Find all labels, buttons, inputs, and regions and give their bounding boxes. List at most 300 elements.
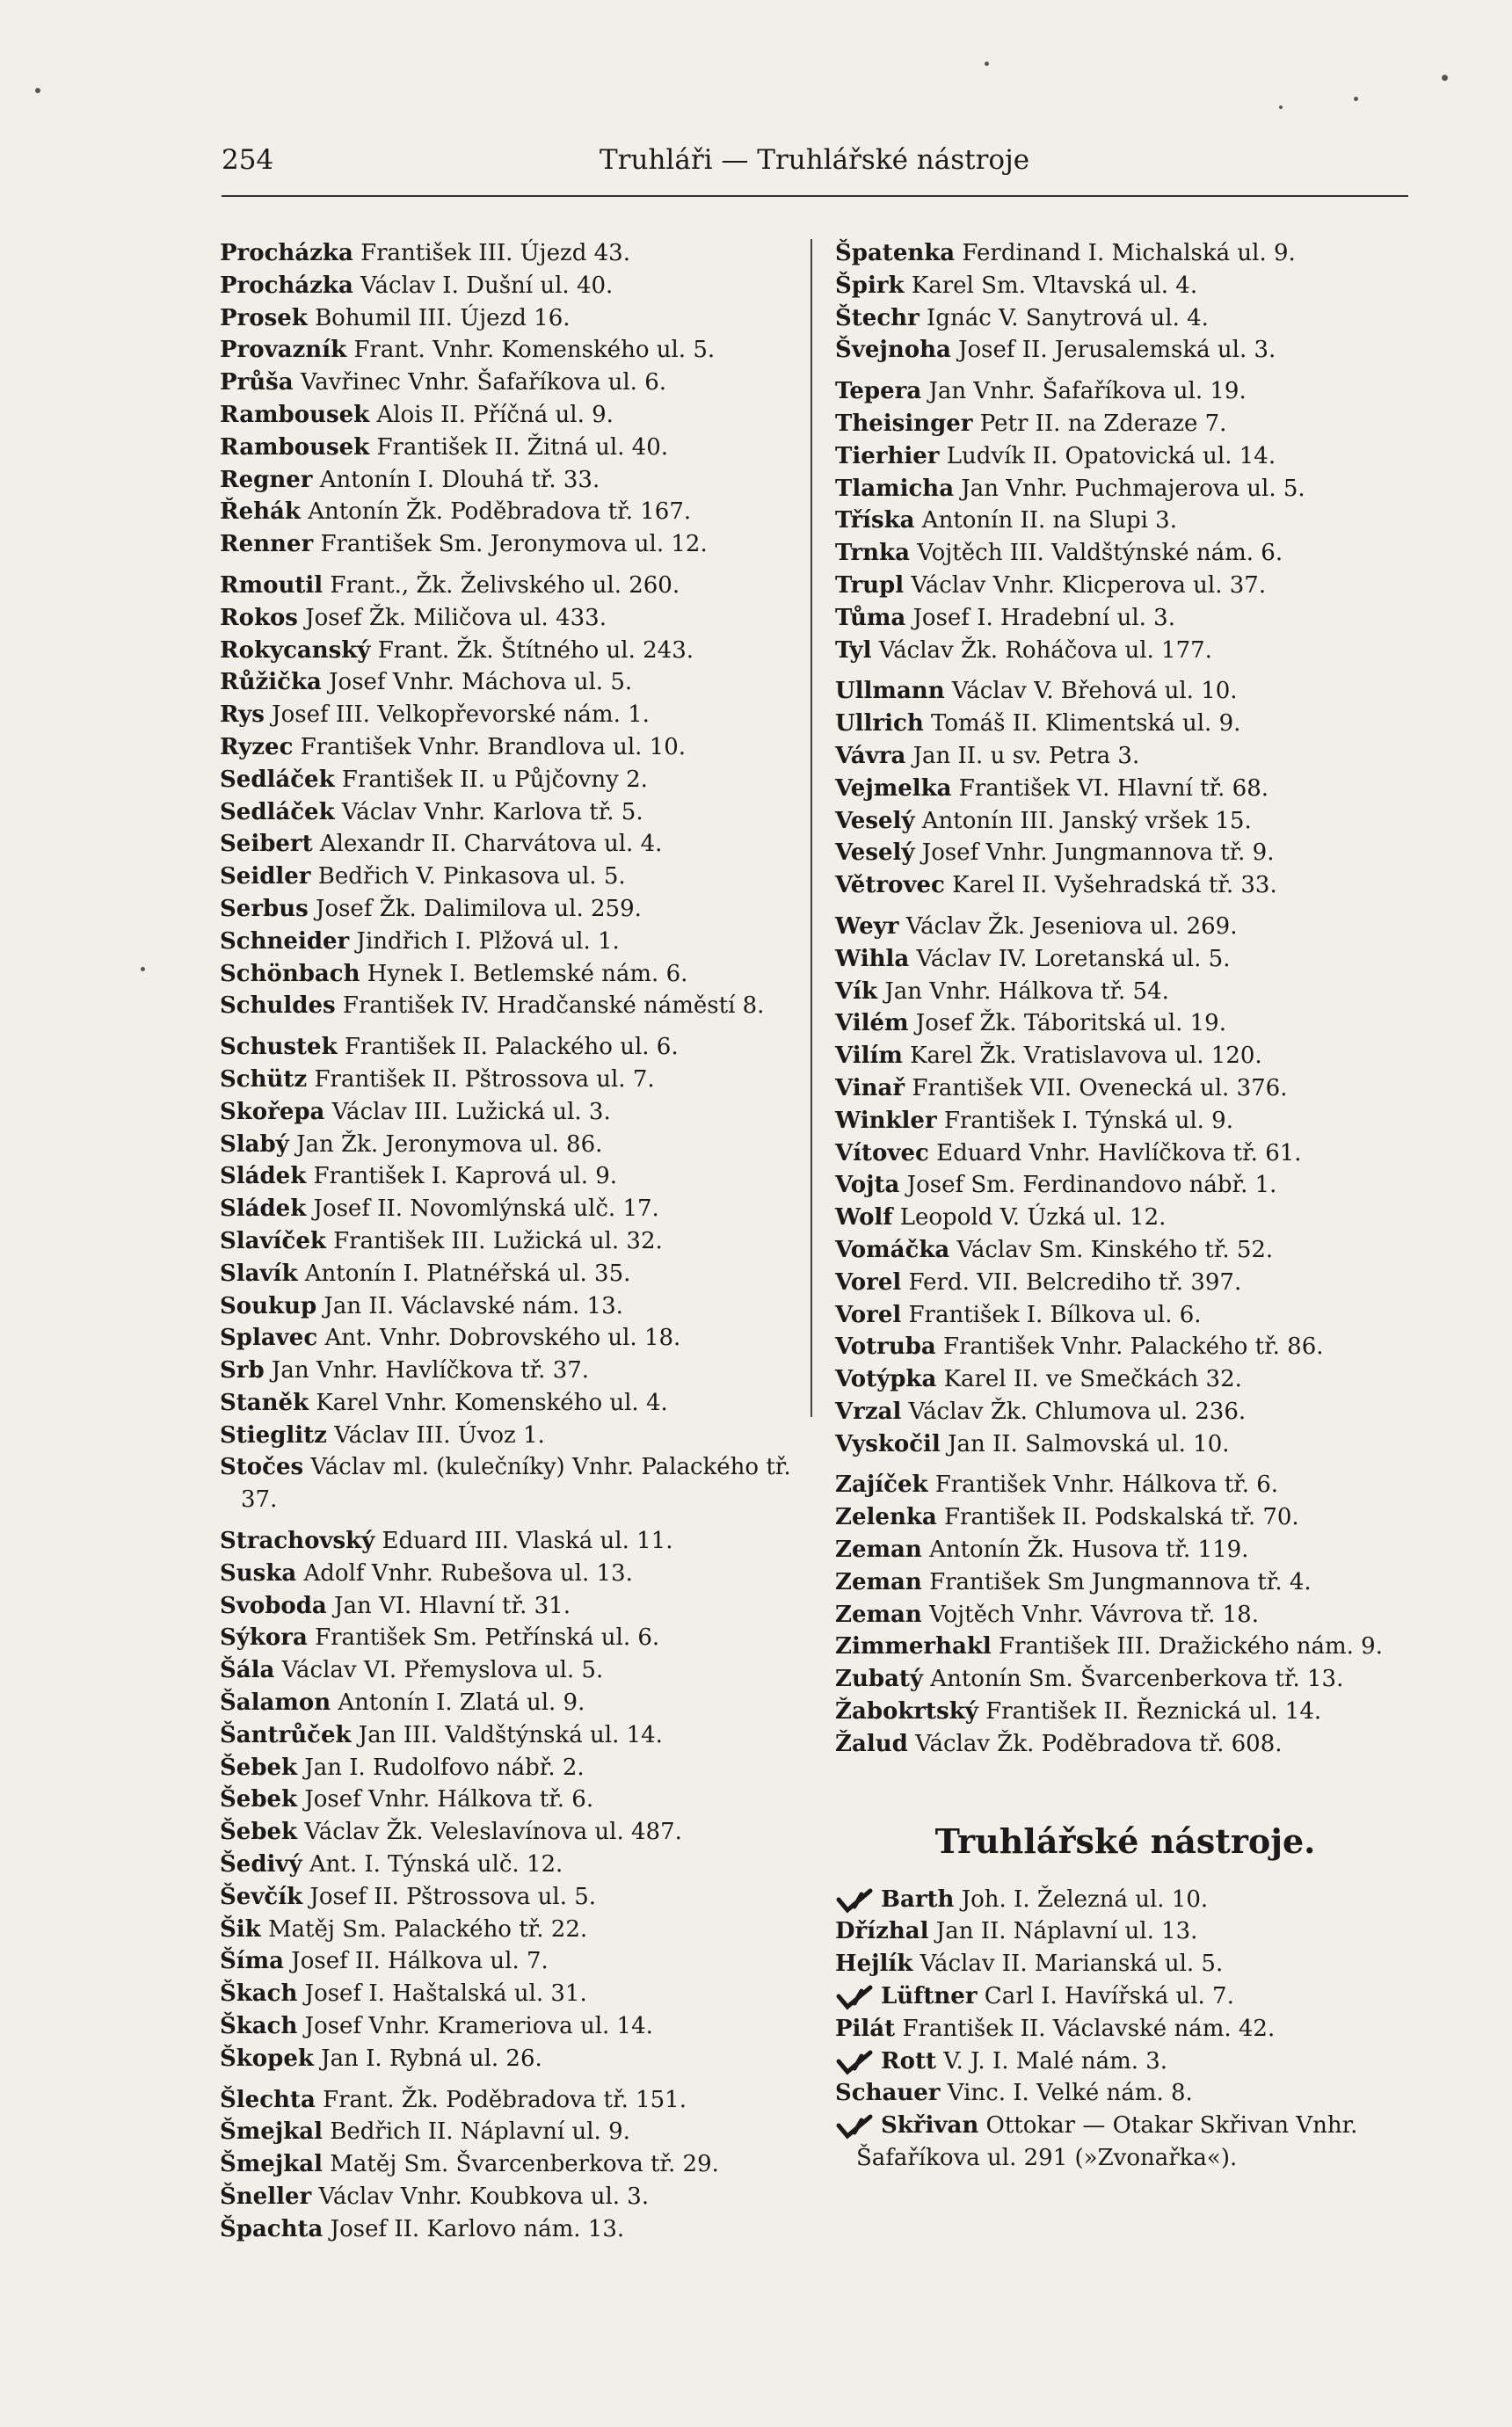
- entry-details: Carl I. Havířská ul. 7.: [984, 1983, 1234, 2010]
- page-number: 254: [222, 144, 274, 176]
- entry-name: Rys: [220, 701, 265, 729]
- print-speck: [985, 62, 989, 66]
- entry-name: Vinař: [835, 1074, 905, 1101]
- directory-entry: [835, 375, 1415, 408]
- directory-entry: [835, 2046, 1415, 2078]
- entry-details: František Sm Jungmannova tř. 4.: [929, 1568, 1312, 1595]
- directory-entry: [220, 1914, 791, 1946]
- entry-details: Antonín I. Dlouhá tř. 33.: [319, 466, 600, 493]
- entry-details: František Vnhr. Hálkova tř. 6.: [934, 1471, 1279, 1499]
- entry-name: Vyskočil: [835, 1430, 941, 1457]
- entry-name: Serbus: [220, 895, 309, 922]
- entry-details: Jan I. Rybná ul. 26.: [321, 2045, 542, 2072]
- entry-details: Hynek I. Betlemské nám. 6.: [367, 960, 688, 987]
- directory-entry: [220, 1784, 791, 1816]
- entry-name: Šebek: [220, 1786, 298, 1813]
- entry-details: Josef II. Hálkova ul. 7.: [291, 1948, 549, 1975]
- left-column: [220, 237, 791, 2246]
- entry-name: Tříska: [835, 507, 915, 534]
- directory-entry: [220, 1225, 791, 1258]
- entry-name: Sedláček: [220, 766, 335, 793]
- entry-details: Eduard III. Vlaská ul. 11.: [382, 1528, 673, 1555]
- entry-name: Procházka: [220, 272, 353, 299]
- directory-entry: [220, 699, 791, 731]
- directory-entry: [835, 2110, 1415, 2175]
- directory-entry: [220, 528, 791, 561]
- entry-name: Soukup: [220, 1292, 317, 1319]
- entry-name: Seibert: [220, 831, 313, 858]
- entry-name: Vávra: [835, 742, 906, 769]
- entry-details: Václav Sm. Kinského tř. 52.: [956, 1236, 1274, 1263]
- entry-name: Vomáčka: [835, 1236, 950, 1263]
- entry-name: Ullrich: [835, 710, 924, 738]
- entry-details: Leopold V. Úzká ul. 12.: [899, 1204, 1167, 1232]
- entry-name: Veselý: [835, 807, 915, 834]
- entry-name: Skořepa: [220, 1098, 325, 1125]
- entry-name: Schauer: [835, 2080, 941, 2107]
- entry-name: Šlechta: [220, 2086, 316, 2113]
- entry-name: Lüftner: [881, 1983, 978, 2010]
- entry-name: Provazník: [220, 337, 347, 364]
- directory-entry: [220, 796, 791, 829]
- directory-entry: [835, 1007, 1415, 1040]
- directory-entry: [835, 1696, 1415, 1728]
- entry-details: František Vnhr. Brandlova ul. 10.: [300, 733, 687, 760]
- directory-entry: [220, 1193, 791, 1225]
- entry-name: Zubatý: [835, 1666, 924, 1693]
- entry-details: Václav Žk. Roháčova ul. 177.: [878, 636, 1212, 664]
- directory-entry: [220, 861, 791, 893]
- entry-details: Antonín Žk. Husova tř. 119.: [929, 1537, 1249, 1564]
- directory-entry: [220, 1258, 791, 1290]
- entry-name: Pilát: [835, 2015, 896, 2042]
- entry-details: Václav Vnhr. Koubkova ul. 3.: [318, 2184, 650, 2211]
- entry-details: Vinc. I. Velké nám. 8.: [947, 2080, 1193, 2107]
- entry-name: Splavec: [220, 1325, 318, 1352]
- entry-details: František III. Dražického nám. 9.: [999, 1633, 1383, 1660]
- entry-details: Karel Vnhr. Komenského ul. 4.: [316, 1389, 668, 1416]
- entry-details: Jan III. Valdštýnská ul. 14.: [358, 1721, 663, 1748]
- running-title: Truhláři — Truhlářské nástroje: [600, 144, 1030, 176]
- entry-details: František Sm. Petřínská ul. 6.: [315, 1624, 660, 1652]
- directory-entry: [835, 1105, 1415, 1137]
- directory-entry: [835, 976, 1415, 1008]
- directory-entry: [835, 408, 1415, 440]
- entry-details: Jan VI. Hlavní tř. 31.: [334, 1592, 571, 1619]
- directory-entry: [220, 1355, 791, 1387]
- entry-details: Eduard Vnhr. Havlíčkova tř. 61.: [936, 1139, 1302, 1166]
- entry-details: Josef Vnhr. Hálkova tř. 6.: [304, 1786, 594, 1813]
- directory-entry: [835, 302, 1415, 335]
- directory-entry: [835, 334, 1415, 367]
- directory-entry: [220, 1622, 791, 1654]
- entry-details: Josef Vnhr. Máchova ul. 5.: [329, 669, 633, 696]
- directory-entry: [220, 367, 791, 399]
- entry-name: Zajíček: [835, 1471, 928, 1499]
- directory-entry: [835, 1169, 1415, 1202]
- directory-entry: [835, 911, 1415, 943]
- directory-entry: [835, 1980, 1415, 2013]
- entry-name: Růžička: [220, 669, 322, 696]
- directory-entry: [835, 270, 1415, 302]
- entry-name: Žalud: [835, 1730, 908, 1757]
- directory-entry: [220, 1064, 791, 1096]
- entry-details: Ottokar — Otakar Skřivan Vnhr. Šafaříkova ul. 291 (»Zvonařka«).: [856, 2112, 1358, 2172]
- entry-name: Svoboda: [220, 1592, 327, 1619]
- entry-name: Vejmelka: [835, 774, 952, 802]
- entry-name: Šebek: [220, 1754, 298, 1781]
- entry-details: Václav Vnhr. Karlova tř. 5.: [341, 798, 643, 825]
- directory-entry: [220, 2213, 791, 2246]
- entry-details: František III. Újezd 43.: [360, 240, 630, 266]
- directory-entry: [220, 2084, 791, 2117]
- directory-entry: [835, 1915, 1415, 1948]
- entry-details: Matěj Sm. Švarcenberkova tř. 29.: [330, 2151, 719, 2178]
- entry-details: Václav I. Dušní ul. 40.: [360, 272, 614, 299]
- directory-entry: [835, 1396, 1415, 1428]
- entry-name: Vík: [835, 977, 878, 1005]
- directory-entry: [220, 496, 791, 528]
- directory-entry: [220, 1525, 791, 1558]
- entry-name: Žabokrtský: [835, 1698, 978, 1726]
- entry-details: František II. Podskalská tř. 70.: [943, 1504, 1299, 1531]
- entry-name: Prosek: [220, 304, 308, 331]
- entry-name: Vrzal: [835, 1398, 902, 1425]
- directory-entry: [220, 1816, 791, 1849]
- entry-details: Václav Žk. Jeseniova ul. 269.: [905, 912, 1238, 940]
- entry-details: Josef III. Velkopřevorské nám. 1.: [272, 701, 650, 729]
- directory-entry: [220, 2148, 791, 2181]
- entry-name: Sládek: [220, 1163, 307, 1190]
- entry-details: Václav III. Lužická ul. 3.: [331, 1098, 611, 1125]
- directory-entry: [835, 635, 1415, 667]
- check-mark-icon: [835, 2046, 881, 2078]
- directory-entry: [835, 837, 1415, 869]
- directory-entry: [835, 237, 1415, 270]
- print-speck: [141, 967, 145, 971]
- directory-entry: [220, 1387, 791, 1420]
- directory-entry: [835, 805, 1415, 838]
- directory-entry: [220, 570, 791, 602]
- directory-entry: [835, 1663, 1415, 1696]
- entry-details: Josef Žk. Miličova ul. 433.: [305, 604, 607, 631]
- entry-name: Špatenka: [835, 240, 956, 266]
- entry-details: Josef I. Hradební ul. 3.: [912, 604, 1175, 631]
- entry-name: Slavíček: [220, 1227, 326, 1254]
- entry-name: Schütz: [220, 1065, 308, 1093]
- entry-details: František I. Kaprová ul. 9.: [313, 1163, 618, 1190]
- entry-details: Frant. Žk. Poděbradova tř. 151.: [323, 2086, 687, 2113]
- entry-details: Antonín Sm. Švarcenberkova tř. 13.: [930, 1666, 1344, 1693]
- directory-entry: [220, 1849, 791, 1881]
- entry-details: Václav V. Břehová ul. 10.: [951, 678, 1238, 705]
- entry-details: Josef Žk. Dalimilova ul. 259.: [316, 895, 642, 922]
- entry-name: Sýkora: [220, 1624, 308, 1652]
- entry-details: Vojtěch III. Valdštýnské nám. 6.: [917, 540, 1283, 567]
- directory-entry: [220, 1160, 791, 1193]
- entry-details: Karel Žk. Vratislavova ul. 120.: [910, 1043, 1262, 1070]
- entry-details: Tomáš II. Klimentská ul. 9.: [931, 710, 1241, 738]
- entry-details: František II. Řeznická ul. 14.: [985, 1698, 1322, 1726]
- entry-details: Josef Sm. Ferdinandovo nábř. 1.: [906, 1172, 1277, 1199]
- print-speck: [35, 88, 40, 93]
- directory-entry: [220, 237, 791, 270]
- entry-name: Řehák: [220, 498, 301, 526]
- entry-name: Suska: [220, 1559, 297, 1587]
- print-speck: [1354, 97, 1358, 101]
- entry-name: Schönbach: [220, 960, 360, 987]
- entry-name: Špirk: [835, 272, 905, 299]
- entry-name: Renner: [220, 531, 314, 558]
- directory-entry: [835, 1501, 1415, 1534]
- entry-name: Sedláček: [220, 798, 335, 825]
- entry-details: Josef II. Karlovo nám. 13.: [330, 2215, 625, 2242]
- entry-name: Sládek: [220, 1195, 307, 1223]
- directory-entry: [220, 464, 791, 497]
- entry-name: Škach: [220, 2013, 298, 2040]
- directory-entry: [835, 505, 1415, 537]
- entry-name: Šantrůček: [220, 1721, 352, 1748]
- entry-name: Hejlík: [835, 1951, 913, 1978]
- entry-details: Ignác V. Sanytrová ul. 4.: [927, 304, 1209, 331]
- entry-name: Zimmerhakl: [835, 1633, 992, 1660]
- directory-entry: [220, 990, 791, 1022]
- entry-name: Stočes: [220, 1454, 304, 1481]
- entry-name: Rokos: [220, 604, 298, 631]
- entry-name: Procházka: [220, 240, 353, 266]
- entry-details: Josef I. Haštalská ul. 31.: [304, 1980, 587, 2008]
- entry-name: Tůma: [835, 604, 906, 631]
- entry-details: Alexandr II. Charvátova ul. 4.: [319, 831, 663, 858]
- entry-details: Václav Vnhr. Klicperova ul. 37.: [911, 571, 1267, 599]
- entry-name: Skřivan: [881, 2112, 979, 2140]
- directory-entry: [220, 1654, 791, 1687]
- entry-details: František VII. Ovenecká ul. 376.: [912, 1074, 1288, 1101]
- directory-entry: [835, 570, 1415, 602]
- entry-details: Karel Sm. Vltavská ul. 4.: [911, 272, 1198, 299]
- entry-name: Ryzec: [220, 733, 294, 760]
- entry-name: Veselý: [835, 839, 915, 867]
- directory-entry: [835, 740, 1415, 773]
- directory-entry: [220, 666, 791, 699]
- entry-details: Jan Žk. Jeronymova ul. 86.: [296, 1130, 603, 1158]
- directory-entry: [220, 828, 791, 861]
- entry-details: Bohumil III. Újezd 16.: [315, 304, 571, 331]
- directory-entry: [220, 764, 791, 796]
- directory-entry: [220, 1420, 791, 1452]
- entry-name: Šíma: [220, 1948, 285, 1975]
- entry-details: Josef II. Jerusalemská ul. 3.: [958, 337, 1276, 364]
- entry-details: Jan I. Rudolfovo nábř. 2.: [304, 1754, 585, 1781]
- entry-details: Václav VI. Přemyslova ul. 5.: [281, 1657, 604, 1684]
- entry-details: Ant. Vnhr. Dobrovského ul. 18.: [324, 1325, 681, 1352]
- directory-entry: [835, 1728, 1415, 1761]
- entry-details: Ant. I. Týnská ulč. 12.: [309, 1851, 563, 1878]
- entry-name: Šalamon: [220, 1689, 331, 1717]
- entry-name: Tepera: [835, 378, 922, 405]
- entry-details: Karel II. Vyšehradská tř. 33.: [952, 872, 1277, 899]
- entry-name: Vilém: [835, 1010, 909, 1037]
- entry-details: František II. Václavské nám. 42.: [902, 2015, 1276, 2042]
- entry-name: Tyl: [835, 636, 872, 664]
- entry-details: Matěj Sm. Palackého tř. 22.: [267, 1915, 588, 1943]
- entry-name: Srb: [220, 1357, 265, 1384]
- entry-details: Ludvík II. Opatovická ul. 14.: [946, 442, 1276, 469]
- directory-entry: [220, 1590, 791, 1623]
- directory-entry: [835, 1631, 1415, 1663]
- entry-name: Staněk: [220, 1389, 309, 1416]
- directory-entry: [835, 1566, 1415, 1599]
- directory-entry: [220, 1752, 791, 1784]
- entry-details: Jan II. u sv. Petra 3.: [912, 742, 1140, 769]
- directory-entry: [220, 1719, 791, 1752]
- entry-name: Šik: [220, 1915, 261, 1943]
- entry-name: Schuldes: [220, 992, 336, 1020]
- section-title: Truhlářské nástroje.: [934, 1820, 1316, 1861]
- directory-entry: [835, 1534, 1415, 1566]
- entry-details: Antonín III. Janský vršek 15.: [921, 807, 1252, 834]
- column-divider: [811, 239, 812, 1417]
- entry-details: Alois II. Příčná ul. 9.: [376, 401, 614, 428]
- directory-entry: [835, 1202, 1415, 1234]
- entry-name: Weyr: [835, 912, 899, 940]
- entry-name: Šneller: [220, 2184, 312, 2211]
- entry-name: Průša: [220, 369, 294, 396]
- directory-entry: [220, 1322, 791, 1355]
- entry-name: Šála: [220, 1657, 275, 1684]
- entry-name: Seidler: [220, 863, 311, 890]
- directory-entry: [220, 302, 791, 335]
- entry-name: Ullmann: [835, 678, 945, 705]
- entry-details: Václav II. Marianská ul. 5.: [920, 1951, 1224, 1978]
- entry-name: Rambousek: [220, 401, 370, 428]
- directory-entry: [835, 2077, 1415, 2110]
- entry-name: Rambousek: [220, 433, 370, 461]
- entry-name: Wolf: [835, 1204, 893, 1232]
- directory-entry: [835, 1884, 1415, 1916]
- directory-entry: [835, 773, 1415, 805]
- directory-entry: [835, 1299, 1415, 1332]
- entry-name: Škach: [220, 1980, 298, 2008]
- entry-name: Špachta: [220, 2215, 323, 2242]
- entry-details: Václav Žk. Chlumova ul. 236.: [908, 1398, 1247, 1425]
- entry-details: František II. u Půjčovny 2.: [341, 766, 648, 793]
- entry-details: Frant. Vnhr. Komenského ul. 5.: [353, 337, 716, 364]
- entry-name: Trupl: [835, 571, 905, 599]
- entry-name: Zeman: [835, 1568, 922, 1595]
- directory-entry: [220, 731, 791, 764]
- check-mark-icon: [835, 1884, 881, 1916]
- entry-details: Adolf Vnhr. Rubešova ul. 13.: [303, 1559, 633, 1587]
- entry-name: Schneider: [220, 927, 350, 955]
- entry-name: Šebek: [220, 1819, 298, 1846]
- entry-details: Jan Vnhr. Havlíčkova tř. 37.: [271, 1357, 590, 1384]
- entry-name: Větrovec: [835, 872, 945, 899]
- entry-name: Slavík: [220, 1260, 298, 1287]
- entry-details: Antonín I. Platnéřská ul. 35.: [304, 1260, 631, 1287]
- entry-details: V. J. I. Malé nám. 3.: [943, 2047, 1168, 2075]
- entry-details: František IV. Hradčanské náměstí 8.: [342, 992, 765, 1020]
- entry-details: Václav Žk. Poděbradova tř. 608.: [915, 1730, 1283, 1757]
- entry-details: Ferd. VII. Belcrediho tř. 397.: [908, 1268, 1242, 1296]
- entry-details: Vavřinec Vnhr. Šafaříkova ul. 6.: [300, 369, 666, 396]
- directory-entry: [220, 926, 791, 958]
- entry-name: Wihla: [835, 945, 910, 972]
- directory-entry: [835, 1599, 1415, 1631]
- entry-details: Jan II. Salmovská ul. 10.: [948, 1430, 1230, 1457]
- entry-name: Dřízhal: [835, 1918, 929, 1945]
- directory-entry: [835, 440, 1415, 473]
- entry-name: Vorel: [835, 1301, 902, 1328]
- directory-entry: [835, 1137, 1415, 1170]
- entry-name: Zelenka: [835, 1504, 937, 1531]
- entry-name: Rokycanský: [220, 636, 371, 664]
- entry-name: Trnka: [835, 540, 910, 567]
- directory-entry: [220, 2181, 791, 2213]
- directory-entry: [220, 2043, 791, 2075]
- entry-details: Josef Vnhr. Krameriova ul. 14.: [304, 2013, 653, 2040]
- entry-details: Bedřich II. Náplavní ul. 9.: [330, 2118, 630, 2146]
- directory-entry: [835, 537, 1415, 570]
- directory-entry: [220, 1687, 791, 1719]
- entry-name: Votýpka: [835, 1366, 937, 1393]
- tools-entries: [835, 1884, 1415, 2175]
- directory-entry: [220, 1290, 791, 1323]
- check-mark-icon: [835, 1980, 881, 2013]
- directory-entry: [835, 1234, 1415, 1267]
- entry-name: Vilím: [835, 1043, 903, 1070]
- entry-details: Vojtěch Vnhr. Vávrova tř. 18.: [929, 1601, 1259, 1628]
- entry-details: Ferdinand I. Michalská ul. 9.: [962, 240, 1296, 266]
- page-header: [222, 139, 1408, 197]
- right-column: [835, 237, 1415, 2175]
- entry-name: Strachovský: [220, 1528, 375, 1555]
- entry-details: Karel II. ve Smečkách 32.: [943, 1366, 1242, 1393]
- entry-details: Frant., Žk. Želivského ul. 260.: [330, 571, 680, 599]
- print-speck: [1279, 105, 1283, 109]
- directory-entry: [220, 1031, 791, 1064]
- entry-name: Barth: [881, 1886, 955, 1913]
- entry-details: Jindřich I. Plžová ul. 1.: [356, 927, 620, 955]
- entry-details: Antonín I. Zlatá ul. 9.: [338, 1689, 585, 1717]
- entry-name: Šedivý: [220, 1851, 302, 1878]
- entry-name: Schustek: [220, 1034, 338, 1061]
- entry-details: František II. Palackého ul. 6.: [344, 1034, 679, 1061]
- directory-entry: [220, 2010, 791, 2043]
- entry-details: František I. Bílkova ul. 6.: [908, 1301, 1202, 1328]
- entry-details: František III. Lužická ul. 32.: [333, 1227, 663, 1254]
- directory-entry: [220, 2116, 791, 2148]
- entry-details: František II. Žitná ul. 40.: [376, 433, 669, 461]
- entry-name: Vítovec: [835, 1139, 929, 1166]
- entry-details: Antonín Žk. Poděbradova tř. 167.: [308, 498, 692, 526]
- directory-entry: [220, 1096, 791, 1129]
- entry-name: Ševčík: [220, 1883, 303, 1910]
- entry-details: Josef Žk. Táboritská ul. 19.: [915, 1010, 1226, 1037]
- directory-entry: [220, 1129, 791, 1161]
- entry-name: Zeman: [835, 1537, 922, 1564]
- directory-entry: [220, 602, 791, 635]
- entry-details: Jan Vnhr. Puchmajerova ul. 5.: [961, 475, 1305, 502]
- entry-details: Jan II. Václavské nám. 13.: [323, 1292, 623, 1319]
- entry-details: Josef II. Novomlýnská ulč. 17.: [313, 1195, 659, 1223]
- directory-entry: [835, 1331, 1415, 1363]
- entry-details: Josef Vnhr. Jungmannova tř. 9.: [921, 839, 1275, 867]
- check-mark-icon: [835, 2110, 881, 2142]
- entry-name: Votruba: [835, 1333, 936, 1361]
- entry-details: Václav ml. (kulečníky) Vnhr. Palackého tř. 37.: [241, 1454, 791, 1514]
- entry-details: Frant. Žk. Štítného ul. 243.: [377, 636, 694, 664]
